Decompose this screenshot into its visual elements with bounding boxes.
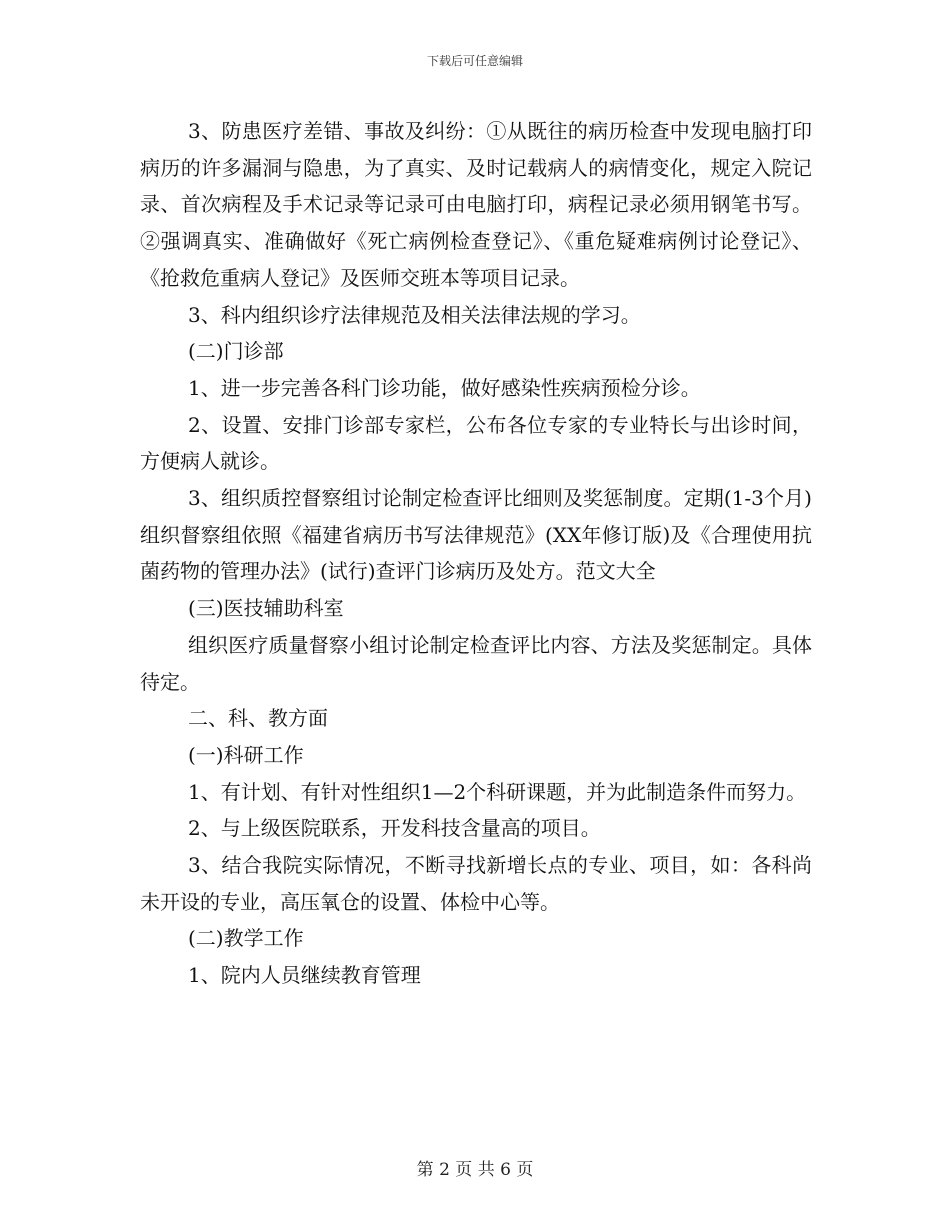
section-heading: (二)门诊部: [188, 339, 284, 364]
paragraph: 3、组织质控督察组讨论制定检查评比细则及奖惩制度。定期(1-3个月)组织督察组依照《福建省病历书写法律规范》(XX年修订版)及《合理使用抗菌药物的管理办法》(试行)查评门诊病历及处方。范文大全: [140, 486, 812, 584]
document-body: [140, 113, 812, 994]
paragraph: 1、进一步完善各科门诊功能，做好感染性疾病预检分诊。: [188, 375, 701, 400]
section-heading: (三)医技辅助科室: [188, 596, 344, 621]
section-heading: 二、科、教方面: [188, 706, 328, 731]
page-header: 下载后可任意编辑: [426, 54, 523, 68]
section-heading: (一)科研工作: [188, 742, 304, 767]
paragraph: 3、防患医疗差错、事故及纠纷：①从既往的病历检查中发现电脑打印病历的许多漏洞与隐患，为了真实、及时记载病人的病情变化，规定入院记录、首次病程及手术记录等记录可由电脑打印，病程记录必须用钢笔书写。②强调真实、准确做好《死亡病例检查登记》、《重危疑难病例讨论登记》、《抢救危重病人登记》及医师交班本等项目记录。: [140, 119, 812, 290]
paragraph: 1、院内人员继续教育管理: [188, 963, 421, 988]
paragraph: 3、科内组织诊疗法律规范及相关法律法规的学习。: [188, 302, 641, 327]
paragraph: 1、有计划、有针对性组织1—2个科研课题，并为此制造条件而努力。: [188, 779, 807, 804]
paragraph: 组织医疗质量督察小组讨论制定检查评比内容、方法及奖惩制定。具体待定。: [140, 632, 812, 694]
section-heading: (二)教学工作: [188, 926, 304, 951]
paragraph: 2、与上级医院联系，开发科技含量高的项目。: [188, 816, 601, 841]
paragraph: 3、结合我院实际情况，不断寻找新增长点的专业、项目，如：各科尚未开设的专业，高压氧仓的设置、体检中心等。: [140, 853, 812, 914]
paragraph: 2、设置、安排门诊部专家栏，公布各位专家的专业特长与出诊时间，方便病人就诊。: [140, 412, 812, 474]
page-footer: 第 2 页 共 6 页: [416, 1160, 534, 1180]
